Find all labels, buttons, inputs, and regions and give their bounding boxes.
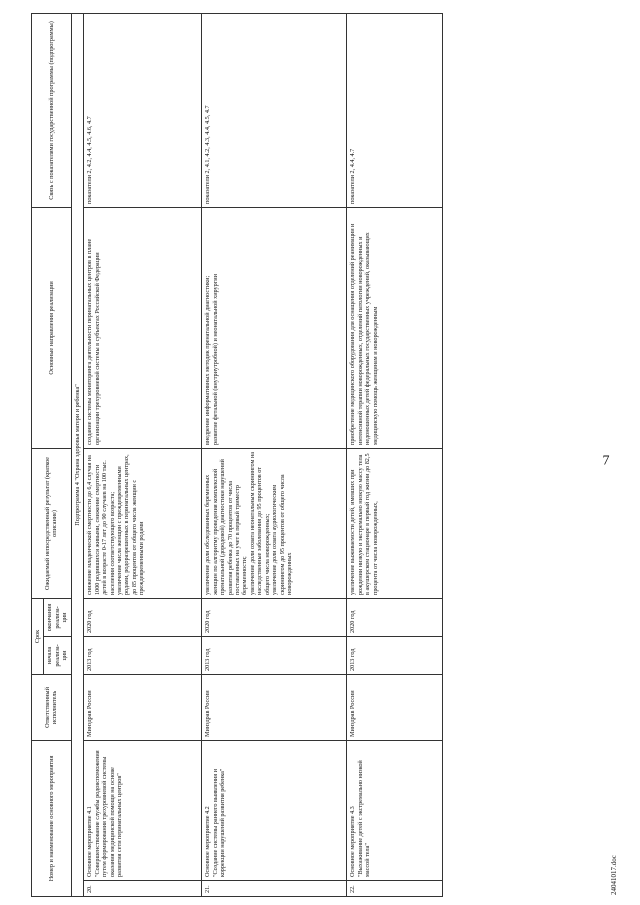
start-cell: 2013 год	[84, 636, 202, 674]
result-cell: увеличение выживаемости детей, имевших при рождении низкую и экстремально низкую массу тела в акушерском стационаре в первый год жизни до 82,5 процента от числа новорожденных,	[347, 448, 443, 598]
result-cell: снижение младенческой смертности до 6,4 случая на 1000 родившихся живыми, снижение смертности детей в возрасте 0-17 лет до 90 случаев на 100 тыс. населения соответствующего возраста; увеличение числа женщин с преждевременными родами, родоразрешенных в перинатальных центрах, до 85 процентов от общего числа женщин с преждевременными родами	[84, 448, 202, 598]
links-cell: показатели 2, 4.1, 4.2, 4.3, 4.4, 4.5, 4.7	[202, 13, 347, 207]
start-cell: 2013 год	[347, 636, 443, 674]
end-cell: 2020 год	[202, 598, 347, 636]
header-row	[32, 13, 44, 896]
table-row	[202, 13, 347, 896]
header-num-name: Номер и наименование основного мероприятия	[32, 740, 72, 896]
row-number: 22.	[347, 881, 443, 897]
result-cell: увеличение доли обследованных беременных женщин по алгоритму проведения комплексной пренатальной (дородовой) диагностики нарушений развития ребенка до 70 процентов от числа поставленных на учет в первый триместр беременности; увеличение доли охвата неонатальным скринингом на наследственные заболевания до 95 процентов от общего числа новорожденных; увеличение доли охвата аудиологическим скринингом до 95 процентов от общего числа новорожденных	[202, 448, 347, 598]
page-number: 7	[602, 453, 610, 469]
measures-table	[31, 13, 443, 897]
start-cell: 2013 год	[202, 636, 347, 674]
header-term: Срок	[32, 598, 44, 674]
directions-cell: приобретение медицинского оборудования для оснащения отделений реанимации и интенсивной терапии новорожденных, отделений патологии новорожденных и недоношенных детей федеральных государственных учреждений, оказывающих медицинскую помощь женщинам и новорожденным	[347, 207, 443, 448]
measure-name: Основное мероприятие 4.2 "Создание системы раннего выявления и коррекции нарушений развития ребенка"	[202, 740, 347, 880]
header-term-end: окончания реализа-ции	[44, 598, 71, 636]
executor-cell: Минздрав России	[84, 674, 202, 740]
header-term-start: начала реализа-ции	[44, 636, 71, 674]
links-cell: показатели 2, 4.4, 4.7	[347, 13, 443, 207]
table-row	[84, 13, 202, 896]
directions-cell: внедрение информативных методик пренатальной диагностики; развитие фетальной (внутриутробной) и неонатальной хирургии	[202, 207, 347, 448]
measure-name: Основное мероприятие 4.3 "Выхаживание детей с экстремально низкой массой тела"	[347, 740, 443, 880]
executor-cell: Минздрав России	[202, 674, 347, 740]
footer-file-ref: 24041017.doc	[610, 855, 618, 895]
directions-cell: создание системы мониторинга деятельности перинатальных центров в плане организации трехуровневой системы в субъектах Российской Федерации	[84, 207, 202, 448]
header-directions: Основные направления реализации	[32, 207, 72, 448]
subprogram-row	[71, 13, 83, 896]
header-executor: Ответственный исполнитель	[32, 674, 72, 740]
subprogram-title: Подпрограмма 4 "Охрана здоровья матери и ребенка"	[71, 13, 83, 896]
row-number: 20.	[84, 881, 202, 897]
table-row	[347, 13, 443, 896]
end-cell: 2020 год	[84, 598, 202, 636]
header-links: Связь с показателями государственной программы (подпрограммы)	[32, 13, 72, 207]
header-result: Ожидаемый непосредственный результат (краткое описание)	[32, 448, 72, 598]
row-number: 21.	[202, 881, 347, 897]
end-cell: 2020 год	[347, 598, 443, 636]
executor-cell: Минздрав России	[347, 674, 443, 740]
measure-name: Основное мероприятие 4.1 "Совершенствование службы родовспоможения путем формирования трехуровневой системы оказания медицинской помощи на основе развития сети перинатальных центров"	[84, 740, 202, 880]
links-cell: показатели 2, 4.2, 4.4, 4.5, 4.6, 4.7	[84, 13, 202, 207]
